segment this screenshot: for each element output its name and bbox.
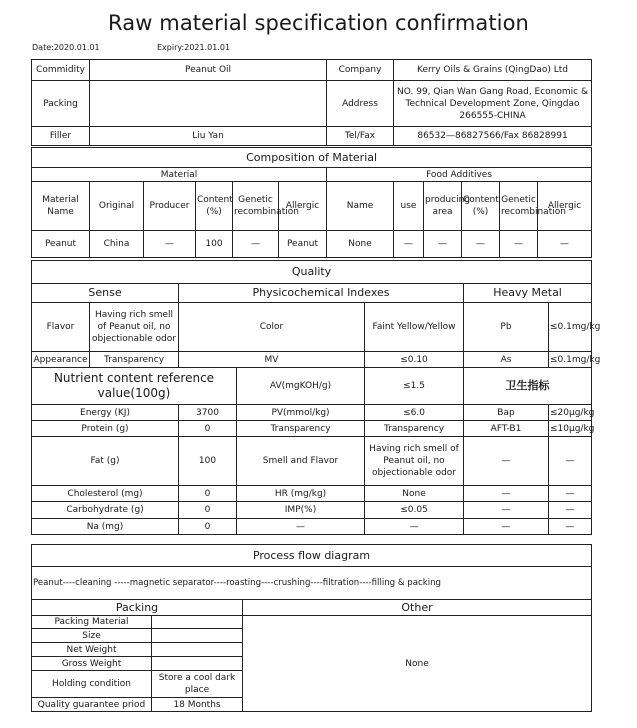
physico-value: ≤0.05	[365, 502, 464, 519]
packing-value	[152, 616, 243, 629]
packing-value	[152, 657, 243, 671]
packing-label: Gross Weight	[32, 657, 152, 671]
additive-cell: —	[500, 231, 538, 258]
expiry-text: Expiry:2021.01.01	[157, 43, 231, 52]
material-header: Original	[90, 182, 144, 231]
physico-label: IMP(%)	[237, 502, 365, 519]
tel-label: Tel/Fax	[327, 127, 394, 146]
process-title: Process flow diagram	[32, 545, 592, 567]
nutrient-label: Fat (g)	[32, 437, 179, 486]
company-label: Company	[327, 60, 394, 81]
color-value: Faint Yellow/Yellow	[365, 303, 464, 352]
commodity-label: Commidity	[32, 60, 90, 81]
nutrient-label: Cholesterol (mg)	[32, 486, 179, 502]
physico-value: None	[365, 486, 464, 502]
nutrient-label: Energy (KJ)	[32, 405, 179, 421]
composition-title: Composition of Material	[32, 148, 592, 168]
quality-title: Quality	[32, 261, 592, 284]
additive-header: use	[394, 182, 424, 231]
appearance-value: Transparency	[90, 352, 179, 368]
material-header: Material Name	[32, 182, 90, 231]
heavy-metal-title: Heavy Metal	[464, 284, 592, 303]
nutrient-title: Nutrient content reference value(100g)	[32, 368, 237, 405]
nutrient-label: Carbohydrate (g)	[32, 502, 179, 519]
as-label: As	[464, 352, 549, 368]
packing-label: Size	[32, 629, 152, 643]
as-value: ≤0.1mg/kg	[549, 352, 592, 368]
nutrient-value: 100	[179, 437, 237, 486]
packing-label: Packing	[32, 81, 90, 127]
hygiene-label: —	[464, 486, 549, 502]
company-value: Kerry Oils & Grains (QingDao) Ltd	[394, 60, 592, 81]
mv-label: MV	[179, 352, 365, 368]
packing-label: Net Weight	[32, 643, 152, 657]
hygiene-value: —	[549, 502, 592, 519]
hygiene-value: —	[549, 437, 592, 486]
material-header: Genetic recombination	[233, 182, 279, 231]
filler-label: Filler	[32, 127, 90, 146]
hygiene-label: —	[464, 437, 549, 486]
address-value: NO. 99, Qian Wan Gang Road, Economic & Technical Development Zone, Qingdao 266555-CHINA	[394, 81, 592, 127]
material-cell: —	[233, 231, 279, 258]
hygiene-value: —	[549, 486, 592, 502]
packing-label: Quality guarantee priod	[32, 698, 152, 712]
physico-title: Physicochemical Indexes	[179, 284, 464, 303]
av-label: AV(mgKOH/g)	[237, 368, 365, 405]
additive-header: Name	[327, 182, 394, 231]
packing-value: 18 Months	[152, 698, 243, 712]
pb-label: Pb	[464, 303, 549, 352]
nutrient-label: Na (mg)	[32, 519, 179, 535]
date-text: Date:2020.01.01	[32, 43, 100, 52]
packing-title: Packing	[32, 600, 243, 616]
nutrient-value: 0	[179, 519, 237, 535]
nutrient-value: 3700	[179, 405, 237, 421]
other-value: None	[243, 616, 592, 712]
physico-value: —	[365, 519, 464, 535]
packing-value: Store a cool dark place	[152, 671, 243, 698]
appearance-label: Appearance	[32, 352, 90, 368]
material-title: Material	[32, 168, 327, 182]
additive-header: Genetic recombination	[500, 182, 538, 231]
commodity-value: Peanut Oil	[90, 60, 327, 81]
physico-value: ≤6.0	[365, 405, 464, 421]
filler-value: Liu Yan	[90, 127, 327, 146]
physico-label: PV(mmol/kg)	[237, 405, 365, 421]
packing-table	[31, 599, 592, 712]
hygiene-value: —	[549, 519, 592, 535]
material-header: Content (%)	[196, 182, 233, 231]
composition-table	[31, 147, 592, 258]
material-cell: —	[144, 231, 196, 258]
packing-value	[152, 643, 243, 657]
flavor-label: Flavor	[32, 303, 90, 352]
packing-label: Holding condition	[32, 671, 152, 698]
process-text: Peanut----cleaning -----magnetic separator----roasting----crushing----filtration----filling & packing	[32, 567, 592, 600]
flavor-value: Having rich smell of Peanut oil, no objectionable odor	[90, 303, 179, 352]
packing-label: Packing Material	[32, 616, 152, 629]
hygiene-label: —	[464, 502, 549, 519]
material-cell: Peanut	[279, 231, 327, 258]
material-header: Allergic	[279, 182, 327, 231]
mv-value: ≤0.10	[365, 352, 464, 368]
sense-title: Sense	[32, 284, 179, 303]
hygiene-label: AFT-B1	[464, 421, 549, 437]
physico-label: Smell and Flavor	[237, 437, 365, 486]
av-value: ≤1.5	[365, 368, 464, 405]
other-title: Other	[243, 600, 592, 616]
physico-label: Transparency	[237, 421, 365, 437]
additive-header: Content (%)	[462, 182, 500, 231]
header-table	[31, 59, 592, 146]
color-label: Color	[179, 303, 365, 352]
hygiene-value: ≤20μg/kg	[549, 405, 592, 421]
physico-label: HR (mg/kg)	[237, 486, 365, 502]
material-cell: China	[90, 231, 144, 258]
material-cell: 100	[196, 231, 233, 258]
address-label: Address	[327, 81, 394, 127]
physico-value: Transparency	[365, 421, 464, 437]
nutrient-label: Protein (g)	[32, 421, 179, 437]
hygiene-label: Bap	[464, 405, 549, 421]
packing-value	[152, 629, 243, 643]
nutrient-value: 0	[179, 421, 237, 437]
page-title: Raw material specification confirmation	[108, 11, 529, 35]
material-cell: Peanut	[32, 231, 90, 258]
tel-value: 86532—86827566/Fax 86828991	[394, 127, 592, 146]
additive-header: Allergic	[538, 182, 592, 231]
physico-value: Having rich smell of Peanut oil, no objectionable odor	[365, 437, 464, 486]
pb-value: ≤0.1mg/kg	[549, 303, 592, 352]
quality-table	[31, 260, 601, 535]
hygiene-value: ≤10μg/kg	[549, 421, 592, 437]
additive-header: producing area	[424, 182, 462, 231]
additive-cell: —	[424, 231, 462, 258]
nutrient-value: 0	[179, 502, 237, 519]
process-table	[31, 544, 592, 600]
additive-cell: None	[327, 231, 394, 258]
hygiene-label: —	[464, 519, 549, 535]
additive-cell: —	[462, 231, 500, 258]
nutrient-value: 0	[179, 486, 237, 502]
additive-cell: —	[538, 231, 592, 258]
packing-value	[90, 81, 327, 127]
material-header: Producer	[144, 182, 196, 231]
physico-label: —	[237, 519, 365, 535]
additives-title: Food Additives	[327, 168, 592, 182]
hygiene-title: 卫生指标	[464, 368, 592, 405]
additive-cell: —	[394, 231, 424, 258]
